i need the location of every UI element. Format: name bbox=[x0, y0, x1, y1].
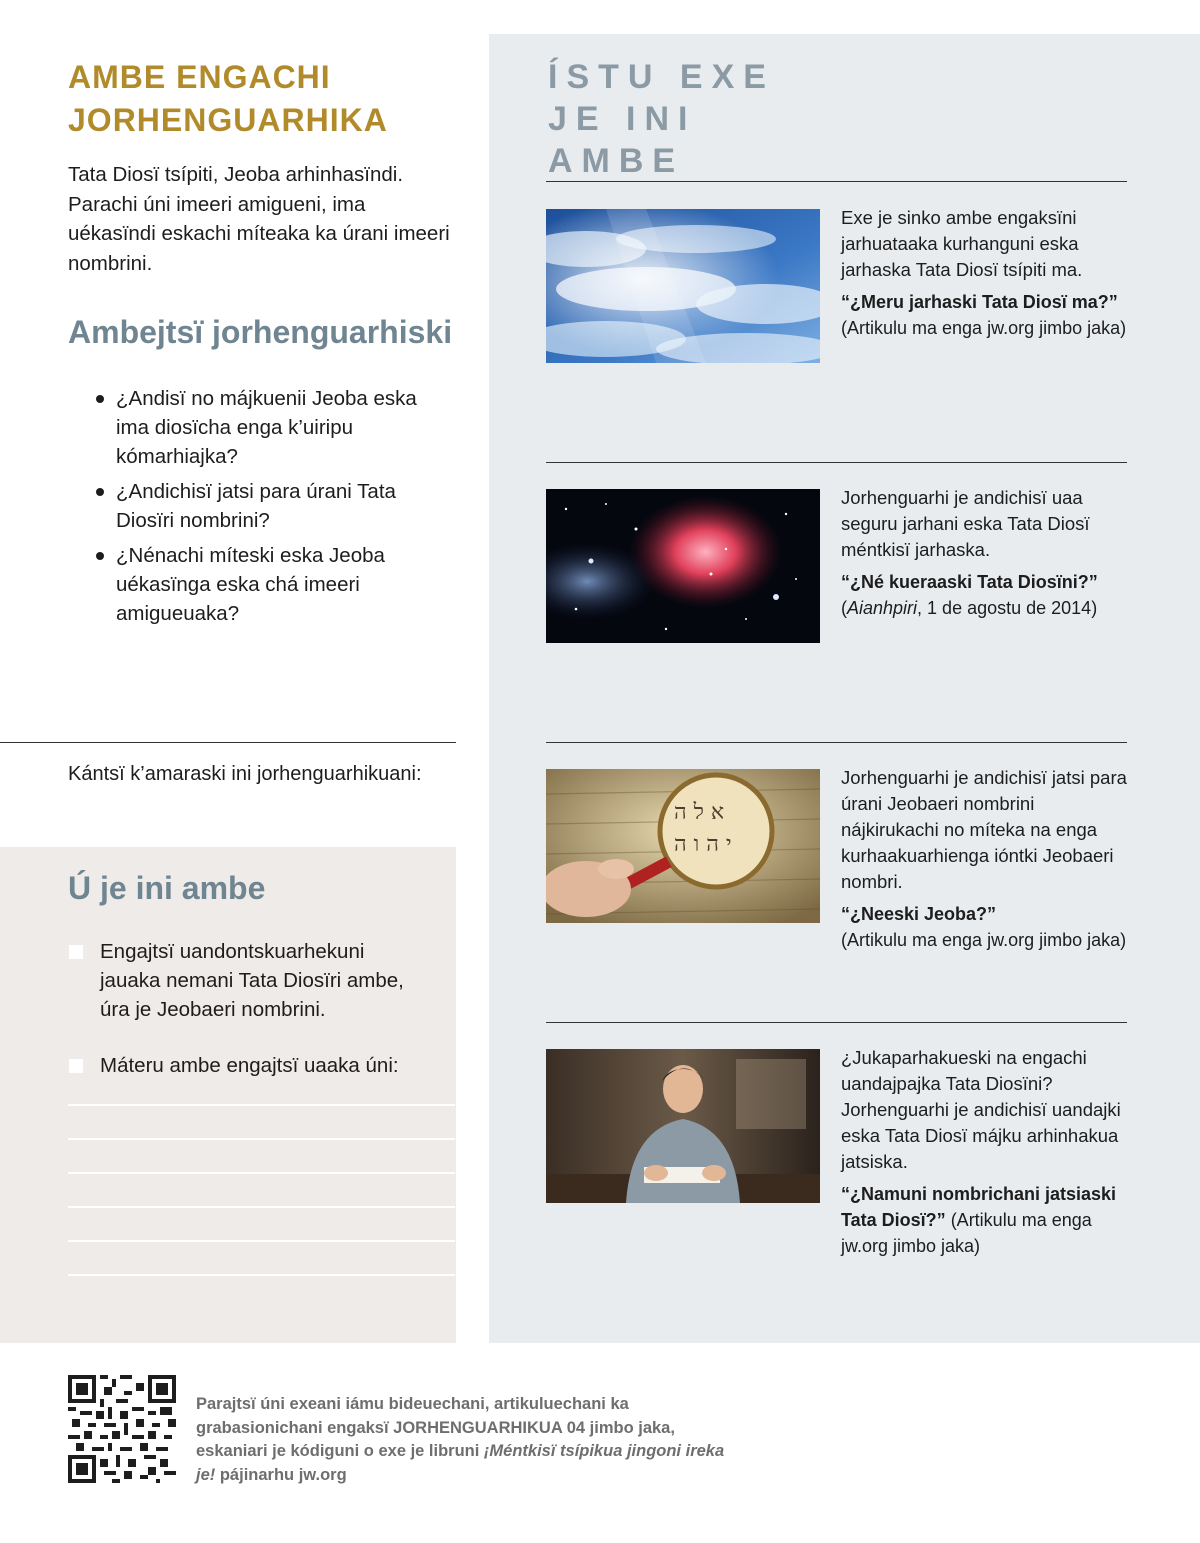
sky-clouds-image bbox=[546, 209, 820, 363]
magnifying-glass-image bbox=[546, 769, 820, 923]
article-1 bbox=[841, 205, 1131, 341]
divider bbox=[546, 462, 1127, 463]
man-reading-image bbox=[546, 1049, 820, 1203]
article-3-link[interactable]: “¿Neeski Jeoba?” (Artikulu ma enga jw.org jimbo jaka) bbox=[841, 904, 1127, 950]
article-3 bbox=[841, 765, 1131, 953]
writing-line[interactable] bbox=[68, 1274, 455, 1276]
article-2-link[interactable]: “¿Né kueraaski Tata Diosïni?” (Aianhpiri, 1 de agostu de 2014) bbox=[841, 572, 1098, 618]
lesson-intro: Tata Diosï tsípiti, Jeoba arhinhasïndi. Parachi úni imeeri amigueni, ima uékasïndi eskachi míteaka ka úrani imeeri nombrini. bbox=[68, 163, 450, 275]
divider bbox=[0, 742, 456, 743]
question-item: ¿Andichisï jatsi para úrani Tata Diosïri nombrini? bbox=[96, 477, 446, 535]
qr-code[interactable] bbox=[68, 1375, 176, 1483]
writing-line[interactable] bbox=[68, 1104, 455, 1106]
question-item: ¿Nénachi míteski eska Jeoba uékasïnga eska chá imeeri amigueuaka? bbox=[96, 541, 446, 628]
review-checkbox-1[interactable] bbox=[69, 945, 83, 959]
article-4 bbox=[841, 1045, 1131, 1259]
divider bbox=[546, 181, 1127, 182]
svg-text:א ל ה: א ל ה bbox=[674, 800, 725, 825]
review-item-1: Engajtsï uandontskuarhekuni jauaka nemani Tata Diosïri ambe, úra je Jeobaeri nombrini. bbox=[100, 940, 404, 1021]
nebula-image bbox=[546, 489, 820, 643]
lesson-title: AMBE ENGACHI JORHENGUARHIKA bbox=[68, 59, 388, 138]
writing-line[interactable] bbox=[68, 1240, 455, 1242]
writing-line[interactable] bbox=[68, 1138, 455, 1140]
svg-text:י ה ו ה: י ה ו ה bbox=[674, 832, 732, 857]
review-panel bbox=[0, 847, 456, 1343]
article-4-description: ¿Jukaparhakueski na engachi uandajpajka Tata Diosïni? Jorhenguarhi je andichisï uandajki eska Tata Diosï májku arhinhakua jatsiska. bbox=[841, 1047, 1121, 1172]
article-2-description: Jorhenguarhi je andichisï uaa seguru jarhani eska Tata Diosï méntkisï jarhaska. bbox=[841, 487, 1090, 560]
remember-label: Kántsï k’amaraski ini jorhenguarhikuani: bbox=[68, 763, 422, 785]
questions-heading: Ambejtsï jorhenguarhiski bbox=[68, 314, 453, 350]
writing-line[interactable] bbox=[68, 1172, 455, 1174]
question-item: ¿Andisï no májkuenii Jeoba eska ima diosïcha enga k’uiripu kómarhiajka? bbox=[96, 384, 446, 471]
review-checkbox-2[interactable] bbox=[69, 1059, 83, 1073]
article-2 bbox=[841, 485, 1131, 621]
article-1-description: Exe je sinko ambe engaksïni jarhuataaka kurhanguni eska jarhaska Tata Diosï tsípiti ma. bbox=[841, 207, 1083, 280]
related-title: ÍSTU EXE JE INI AMBE bbox=[548, 58, 775, 180]
divider bbox=[546, 1022, 1127, 1023]
review-item-2: Máteru ambe engajtsï uaaka úni: bbox=[100, 1054, 399, 1077]
footer-note: Parajtsï úni exeani iámu bideuechani, artikuluechani ka grabasionichani engaksï JORHENGUARHIKUA 04 jimbo jaka, eskaniari je kódiguni o exe je libruni ¡Méntkisï tsípikua jingoni ireka je! pájinarhu jw.org bbox=[196, 1395, 725, 1484]
article-1-link[interactable]: “¿Meru jarhaski Tata Diosï ma?” (Artikulu ma enga jw.org jimbo jaka) bbox=[841, 292, 1127, 338]
divider bbox=[546, 742, 1127, 743]
article-3-description: Jorhenguarhi je andichisï jatsi para úrani Jeobaeri nombrini nájkirukachi no míteka na enga kurhaakuarhienga ióntki Jeobaeri nombri. bbox=[841, 767, 1127, 892]
writing-line[interactable] bbox=[68, 1206, 455, 1208]
review-heading: Ú je ini ambe bbox=[68, 870, 266, 906]
article-4-link[interactable]: “¿Namuni nombrichani jatsiaski Tata Diosï?” (Artikulu ma enga jw.org jimbo jaka) bbox=[841, 1184, 1117, 1256]
questions-list bbox=[96, 384, 446, 634]
